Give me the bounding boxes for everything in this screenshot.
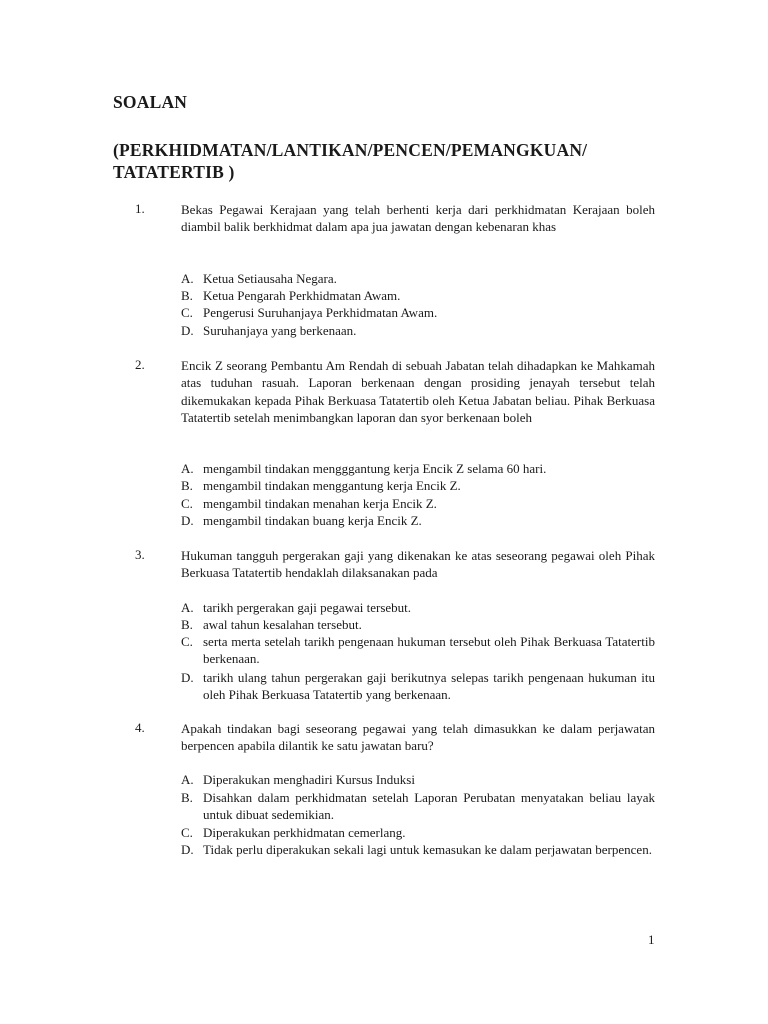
answer-option: [181, 512, 655, 529]
document-subtitle-line-2: TATATERTIB ): [113, 162, 235, 182]
option-text: Diperakukan perkhidmatan cemerlang.: [203, 825, 406, 840]
option-text: Tidak perlu diperakukan sekali lagi untuk kemasukan ke dalam perjawatan berpencen.: [203, 842, 652, 857]
option-text: Pengerusi Suruhanjaya Perkhidmatan Awam.: [203, 305, 438, 320]
answer-option: [181, 460, 655, 477]
answer-option: [181, 304, 655, 321]
answer-option: [181, 599, 655, 616]
option-text: awal tahun kesalahan tersebut.: [203, 617, 362, 632]
answer-option: [181, 287, 655, 304]
option-letter: C.: [181, 634, 193, 649]
option-letter: B.: [181, 617, 193, 632]
question-text: Encik Z seorang Pembantu Am Rendah di sebuah Jabatan telah dihadapkan ke Mahkamah atas tuduhan rasuah. Laporan berkenaan dengan prosiding jenayah tersebut telah dikemukakan kepada Pihak Berkuasa Tatatertib oleh Ketua Jabatan beliau. Pihak Berkuasa Tatatertib setelah menimbangkan laporan dan syor berkenaan boleh: [181, 358, 655, 425]
option-letter: D.: [181, 513, 194, 528]
question-number: 3.: [135, 547, 145, 562]
answer-option: [181, 669, 655, 704]
option-letter: A.: [181, 271, 194, 286]
answer-option: [181, 771, 655, 788]
question-text: Hukuman tangguh pergerakan gaji yang dikenakan ke atas seseorang pegawai oleh Pihak Berkuasa Tatatertib hendaklah dilaksanakan pada: [181, 548, 655, 581]
option-text: serta merta setelah tarikh pengenaan hukuman tersebut oleh Pihak Berkuasa Tatatertib berkenaan.: [203, 634, 655, 667]
option-text: mengambil tindakan buang kerja Encik Z.: [203, 513, 422, 528]
answer-option: [181, 616, 655, 633]
option-text: Suruhanjaya yang berkenaan.: [203, 323, 357, 338]
option-text: Ketua Pengarah Perkhidmatan Awam.: [203, 288, 401, 303]
option-text: tarikh ulang tahun pergerakan gaji berikutnya selepas tarikh pengenaan hukuman itu oleh Pihak Berkuasa Tatatertib yang berkenaan.: [203, 670, 655, 703]
answer-option: [181, 495, 655, 512]
question-text: Bekas Pegawai Kerajaan yang telah berhenti kerja dari perkhidmatan Kerajaan boleh diambil balik berkhidmat dalam apa jua jawatan dengan kebenaran khas: [181, 202, 655, 235]
option-text: mengambil tindakan menggantung kerja Encik Z.: [203, 478, 461, 493]
option-letter: D.: [181, 842, 194, 857]
option-text: mengambil tindakan mengggantung kerja Encik Z selama 60 hari.: [203, 461, 547, 476]
option-letter: D.: [181, 323, 194, 338]
question-text: Apakah tindakan bagi seseorang pegawai yang telah dimasukkan ke dalam perjawatan berpencen apabila dilantik ke satu jawatan baru?: [181, 721, 655, 754]
option-letter: B.: [181, 790, 193, 805]
option-text: Disahkan dalam perkhidmatan setelah Laporan Perubatan menyatakan beliau layak untuk dibuat sedemikian.: [203, 790, 655, 823]
option-letter: B.: [181, 288, 193, 303]
answer-option: [181, 477, 655, 494]
option-text: mengambil tindakan menahan kerja Encik Z.: [203, 496, 437, 511]
option-letter: C.: [181, 305, 193, 320]
option-letter: B.: [181, 478, 193, 493]
option-letter: C.: [181, 496, 193, 511]
option-text: Diperakukan menghadiri Kursus Induksi: [203, 772, 415, 787]
page-number: 1: [648, 932, 655, 947]
document-title: SOALAN: [113, 92, 188, 112]
option-text: tarikh pergerakan gaji pegawai tersebut.: [203, 600, 412, 615]
answer-option: [181, 633, 655, 668]
option-letter: A.: [181, 772, 194, 787]
option-text: Ketua Setiausaha Negara.: [203, 271, 337, 286]
answer-option: [181, 824, 655, 841]
option-letter: D.: [181, 670, 194, 685]
question-number: 2.: [135, 357, 145, 372]
option-letter: A.: [181, 461, 194, 476]
answer-option: [181, 789, 655, 824]
option-letter: C.: [181, 825, 193, 840]
question-number: 4.: [135, 720, 145, 735]
question-number: 1.: [135, 201, 145, 216]
answer-option: [181, 841, 655, 858]
option-letter: A.: [181, 600, 194, 615]
answer-option: [181, 270, 655, 287]
document-subtitle-line-1: (PERKHIDMATAN/LANTIKAN/PENCEN/PEMANGKUAN/: [113, 140, 588, 160]
answer-option: [181, 322, 655, 339]
